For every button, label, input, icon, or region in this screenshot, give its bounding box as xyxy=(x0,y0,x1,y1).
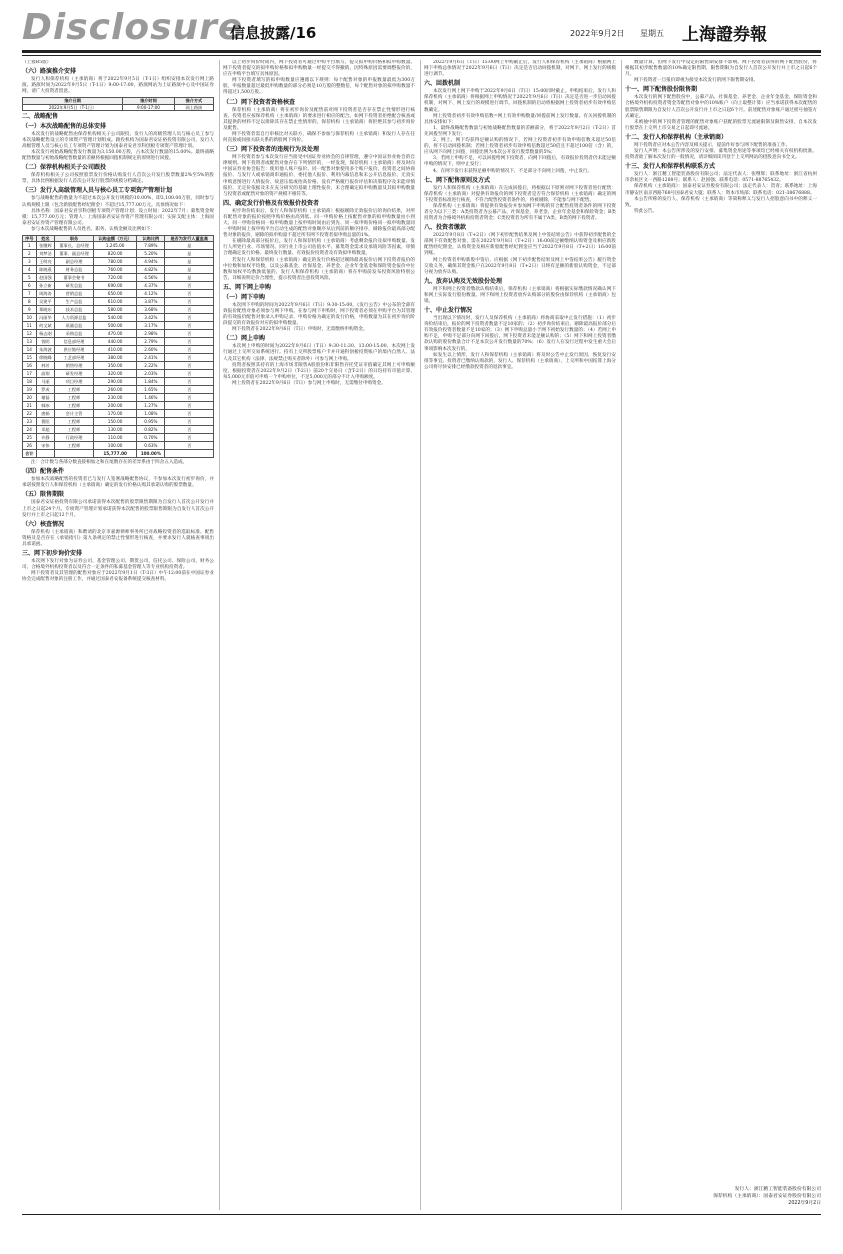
paragraph: 本公告所称的发行人、保荐机构（主承销商）等简称释义与发行人招股意向书中的释义一致。 xyxy=(625,196,817,208)
table-cell: 0.82% xyxy=(137,426,165,434)
paragraph: 2022年9月8日（T+2日）《网下初步配售结果及网上中签结果公告》中获得初步配售的全部网下有效配售对象，需在2022年9月8日（T+2日）16:00前足额缴纳认购资金及相应新股配售经纪佣金，认购资金及相应新股配售经纪佣金应当于2022年9月8日（T+2日）16:00前到账。 xyxy=(424,233,616,257)
table-cell: 1.27% xyxy=(137,402,165,410)
heading-subscription: 五、网下网上申购 xyxy=(223,283,272,291)
table-row xyxy=(23,402,214,410)
paragraph: 本次发行的网下配售股份中，公募产品、社保基金、养老金、企业年金基金、保险资金和合格境外机构投资者资金等配售对象中的10%账户（向上取整计算）应当承诺获得本次配售的股票限售期限为自发行人首次公开发行并上市之日起6个月。前述配售对象账户通过摇号抽签方式确定。 xyxy=(625,95,817,119)
subheading: （一）网下申购 xyxy=(223,293,266,301)
table-cell: 供应链经理 xyxy=(55,346,94,354)
heading-parties: 十二、发行人和保荐机构（主承销商） xyxy=(625,133,728,141)
table-cell: 否 xyxy=(165,410,214,418)
table-cell: 徐晓峰 xyxy=(36,354,55,362)
roadshow-table xyxy=(22,97,214,110)
table-cell: 410.00 xyxy=(93,346,137,354)
table-cell: 3.17% xyxy=(137,322,165,330)
paragraph: 保荐机构（主承销商）将在初步询价及配售前对网下投资者是否存在禁止性情形进行核查，投资者应按保荐机构（主承销商）的要求进行相应的配合。如网下投资者拒绝配合核查或其提供的材料不足以排除其存在禁止性情形的，保荐机构（主承销商）将拒绝其参与初步询价及配售。 xyxy=(223,107,415,131)
table-cell: 许静 xyxy=(36,434,55,442)
paragraph: 投资者按照其持有的上海市场非限售A股股份和非限售存托凭证市值确定其网上可申购额度，根据投资者在2022年9月2日（T-2日）前20个交易日（含T-2日）的日均持有市值计算，每5,000元市值可申购一个申购单位，不足5,000元的部分不计入申购额度。 xyxy=(223,362,415,380)
table-row xyxy=(23,242,214,250)
table-cell: 否 xyxy=(165,346,214,354)
paragraph: 本次网下发行对象为证券公司、基金管理公司、期货公司、信托公司、保险公司、财务公司、合格境外机构投资者以及符合一定条件的私募基金管理人等专业机构投资者。 xyxy=(22,559,214,571)
table-cell: 2.60% xyxy=(137,346,165,354)
table-cell: 8 xyxy=(23,298,37,306)
table-cell: 380.00 xyxy=(93,354,137,362)
issue-date: 2022年9月2日 xyxy=(570,29,625,38)
table-row xyxy=(23,314,214,322)
table-note: 注：合计数与各部分数直接相加之和在尾数存在的差异系由于四舍五入造成。 xyxy=(31,460,188,466)
paragraph: 在剔除最高部分报价后，发行人和保荐机构（主承销商）考虑剩余报价及拟申购数量、发行人所处行业、市场情况、同行业上市公司估值水平、募集资金需求及承销风险等因素，审慎合理确定发行价格、最终发行数量、有效报价投资者及有效拟申购数量。 xyxy=(223,239,415,257)
table-row xyxy=(23,330,214,338)
newspaper-logo: 上海證券報 xyxy=(682,25,767,45)
table-cell: 否 xyxy=(165,370,214,378)
paragraph: 网下和网上投资者缴款认购结束后，保荐机构（主承销商）将根据实际缴款情况确认网下和网上实际发行股份数量。网下和网上投资者放弃认购部分的股份由保荐机构（主承销商）包销。 xyxy=(424,286,616,304)
table-cell: 24 xyxy=(23,426,37,434)
table-cell: 3 xyxy=(23,258,37,266)
brand-wordmark: Disclosure xyxy=(22,7,244,48)
table-cell: 董事、副总经理 xyxy=(55,250,94,258)
table-cell: 朱海波 xyxy=(36,346,55,354)
table-row xyxy=(23,418,214,426)
table-header: 姓名 xyxy=(36,236,55,242)
table-cell: 陈晓燕 xyxy=(36,266,55,274)
table-cell: 否 xyxy=(165,362,214,370)
paragraph: 3、若网上申购不足，可以回拨给网下投资者，向网下回拨后，有效报价投资者仍未能足额申购的情况下，则中止发行； xyxy=(424,156,616,168)
table-header: 认购比例 xyxy=(137,236,165,242)
table-cell: 工程师 xyxy=(55,394,94,402)
table-cell: 财务总监 xyxy=(55,266,94,274)
table-row xyxy=(23,386,214,394)
paragraph: 参加本次战略配售的投资者已与发行人签署战略配售协议，不参加本次发行初步询价，并承诺按照发行人和保荐机构（主承销商）确定的发行价格认购其承诺认购的股票数量。 xyxy=(22,477,214,489)
paragraph: 特此公告。 xyxy=(634,208,657,214)
table-cell: 4.12% xyxy=(137,290,165,298)
paragraph: 本次发行初始战略配售发行数量为3,150.00万股，占本次发行数量的15.00%。最终战略配售数量与初始战略配售数量的差额将根据回拨机制规定的原则进行回拨。 xyxy=(22,150,214,162)
table-cell: 是 xyxy=(165,258,214,266)
heading-suspension: 十、中止发行情况 xyxy=(424,307,473,315)
subheading: （二）网上申购 xyxy=(223,335,266,343)
paragraph: 网下投资者一旦报价即视为接受本次发行的网下限售期安排。 xyxy=(634,78,759,84)
table-cell: 钱明 xyxy=(36,338,55,346)
paragraph: 如发生以上情形，发行人和保荐机构（主承销商）将及时公告中止发行原因、恢复发行安排等事宜。投资者已缴纳认购款的，发行人、保荐机构（主承销商）、上交所和中国结算上海分公司将尽快安排已经缴款投资者的退款事宜。 xyxy=(424,352,616,370)
table-cell: 1 xyxy=(23,242,37,250)
heading-pricing: 四、确定发行价格及有效报价投资者 xyxy=(223,199,320,207)
table-row xyxy=(23,394,214,402)
table-cell: 16 xyxy=(23,362,37,370)
table-cell: 否 xyxy=(165,378,214,386)
table-cell: 15 xyxy=(23,354,37,362)
heading-lockup: 十一、网下配售股份限售期 xyxy=(625,86,698,94)
header-rule-thin xyxy=(22,55,821,56)
paragraph: 网下投资者在2022年9月6日（T日）申购时，无需缴纳申购资金。 xyxy=(232,327,368,333)
subheading: （五）限售期限 xyxy=(22,491,65,499)
allotment-table xyxy=(22,235,214,458)
table-row xyxy=(23,274,214,282)
paragraph: 2022年9月6日（T日）15:00网上申购截止后，发行人和保荐机构（主承销商）根据网上网下申购总体情况于2022年9月6日（T日）决定是否启动回拨机制，对网下、网上发行的规模进行调节。 xyxy=(424,60,616,78)
table-cell: 董事长、总经理 xyxy=(55,242,94,250)
paragraph: 2、网上、网下均获得足额认购的情况下，若网上投资者初步有效申购倍数未超过50倍的，将不启动回拨机制；若网上投资者初步有效申购倍数超过50倍且不超过100倍（含）的，应从网下向网上回拨，回拨比例为本次公开发行股票数量的5%； xyxy=(424,138,616,156)
table-row xyxy=(23,378,214,386)
table-cell: 14 xyxy=(23,346,37,354)
table-cell: 人力资源总监 xyxy=(55,314,94,322)
table-header: 推介日期 xyxy=(23,98,123,104)
table-cell: 2 xyxy=(23,250,37,258)
table-cell: 1.65% xyxy=(137,386,165,394)
paragraph: 保荐机构（主承销商）：国泰君安证券股份有限公司；法定代表人：贺青；联系地址：上海市静安区南京西路768号国泰君安大厦；联系人：资本市场部；联系电话：021-38676888。 xyxy=(625,184,817,196)
table-cell: 260.00 xyxy=(93,386,137,394)
table-row xyxy=(23,346,214,354)
table-cell: 唐娟 xyxy=(36,410,55,418)
heading-strategic: 二、战略配售 xyxy=(22,112,59,120)
paragraph: 网下投资者需自行审核比对关联方，确保不参加与保荐机构（主承销商）和发行人存在任何直接或间接关联关系的新股网下询价。 xyxy=(223,131,415,144)
table-cell: 冯丽华 xyxy=(36,314,55,322)
table-cell: 4 xyxy=(23,266,37,274)
table-cell: 是 xyxy=(165,242,214,250)
table-cell: 会计主管 xyxy=(55,410,94,418)
paragraph: 国泰君安证裕投资有限公司承诺获得本次配售的股票限售期限为自发行人首次公开发行并上市之日起24个月。专项资产管理计划承诺获得本次配售的股票限售期限为自发行人首次公开发行并上市之日起12个月。 xyxy=(22,500,214,518)
table-cell: 760.00 xyxy=(93,266,137,274)
table-cell: 邓超 xyxy=(36,426,55,434)
table-cell: 工程师 xyxy=(55,386,94,394)
paragraph: 当出现以下情况时，发行人及保荐机构（主承销商）将协商采取中止发行措施：（1）初步询价结束后，报价的网下投资者数量不足10家的；（2）初步询价结束后，剔除最高报价部分后有效报价投资者数量不足10家的；（3）网下申购总量小于网下初始发行数量的；（4）若网上申购不足，申购不足部分向网下回拨后，网下投资者未能足额认购的；（5）网下和网上投资者缴款认购的股份数量合计不足本次公开发行数量的70%；（6）发行人在发行过程中发生重大会后事项影响本次发行的。 xyxy=(424,316,616,352)
table-cell: 工程师 xyxy=(55,442,94,450)
paragraph: 保荐机构（主承销商）和聘请的北京市嘉源律师事务所已对战略投资者的选取标准、配售资格及是否存在《承销指引》第九条规定的禁止性情形进行核查，并要求发行人就核查事项出具承诺函。 xyxy=(22,529,214,547)
table-cell: 15,777.00 xyxy=(93,450,137,458)
signature-block xyxy=(656,1186,821,1207)
table-cell: 2.22% xyxy=(137,362,165,370)
table-cell: 网上路演 xyxy=(174,104,213,110)
subheading: （二）网下投资者资格核查 xyxy=(223,98,296,106)
table-cell xyxy=(36,450,55,458)
table-cell: 580.00 xyxy=(93,306,137,314)
table-cell: 130.00 xyxy=(93,426,137,434)
column-3 xyxy=(424,60,616,1210)
heading-payment: 八、投资者缴款 xyxy=(424,224,467,232)
paragraph: 保荐机构相关子公司按照股票发行价格认购发行人首次公开发行股票数量2%至5%的股票，具体比例根据发行人首次公开发行股票的规模分档确定。 xyxy=(22,173,214,185)
table-cell: 820.00 xyxy=(93,250,137,258)
subheading: （三）网下投资者的违规行为及处理 xyxy=(223,146,320,154)
heading-inquiry: 三、网下初步询价安排 xyxy=(22,550,83,558)
table-row xyxy=(23,104,214,110)
table-cell: 2.98% xyxy=(137,330,165,338)
table-cell: 650.00 xyxy=(93,290,137,298)
table-cell: 440.00 xyxy=(93,338,137,346)
continuation-note: （上接B5版） xyxy=(22,60,52,65)
table-cell: 王明亮 xyxy=(36,258,55,266)
paragraph: 网下投资者及其管理的配售对象应于2022年9月1日（T-3日）中午12:00前在中国证券业协会完成配售对象的注册工作，并通过国泰君安报备系统提交核查材料。 xyxy=(22,571,214,583)
table-cell: 9 xyxy=(23,306,37,314)
header-rule xyxy=(22,50,821,53)
table-cell: 3.87% xyxy=(137,298,165,306)
table-cell: 工程师 xyxy=(55,426,94,434)
heading-roadshow: （六）路演推介安排 xyxy=(22,68,77,76)
paragraph: 网上投资者申购新股中签后，应根据《网下初步配售结果及网上中签结果公告》履行资金交收义务，确保其资金账户在2022年9月8日（T+2日）日终有足额的新股认购资金，不足部分视为放弃认购。 xyxy=(424,257,616,275)
table-cell: 470.00 xyxy=(93,330,137,338)
table-cell: 技术总监 xyxy=(55,306,94,314)
table-cell: 720.00 xyxy=(93,274,137,282)
table-cell: 2022年9月5日（T-1日） xyxy=(23,104,123,110)
table-cell: 采购总监 xyxy=(55,330,94,338)
table-cell: 5.20% xyxy=(137,250,165,258)
paragraph: 未被抽中的网下投资者管理的配售对象账户获配的股票无流通限制及限售安排，自本次发行股票在上交所上市交易之日起即可流通。 xyxy=(625,119,817,131)
table-cell: 林芳 xyxy=(36,362,55,370)
paragraph: 具体名称：国泰君安君享科创板专项资产管理计划；设立时间：2022年7月；募集资金规模：15,777.00万元；管理人：上海国泰君安证券资产管理有限公司；实际支配主体：上海国泰君安证券资产管理有限公司。 xyxy=(22,208,214,226)
subheading: （四）配售条件 xyxy=(22,468,65,476)
table-cell: 谢磊 xyxy=(36,394,55,402)
table-cell: 11 xyxy=(23,322,37,330)
table-cell: 质量总监 xyxy=(55,322,94,330)
paragraph: 本次发行的战略配售由保荐机构相关子公司跟投、发行人的高级管理人员与核心员工参与本次战略配售设立的专项资产管理计划组成。跟投机构为国泰君安证裕投资有限公司，发行人高级管理人员与核心员工专项资产管理计划为国泰君安君享科创板专项资产管理计划。 xyxy=(22,131,214,149)
table-cell: 杨志刚 xyxy=(36,330,55,338)
table-cell: 刘梦洁 xyxy=(36,250,55,258)
table-cell: 否 xyxy=(165,354,214,362)
column-divider xyxy=(621,60,622,1210)
section-title: 信息披露/16 xyxy=(230,24,317,42)
table-cell: 否 xyxy=(165,434,214,442)
issue-weekday: 星期五 xyxy=(640,29,664,38)
table-cell: 是 xyxy=(165,266,214,274)
table-total-row xyxy=(23,450,214,458)
paragraph: 网下投资者填写的拟申购数量应遵循以下规则：每个配售对象的申报数量最低为300万股，申报数量超过最低申购数量的部分必须是10万股的整数倍，每个配售对象的拟申购数量不得超过1,500万股。 xyxy=(223,78,415,96)
table-row xyxy=(23,426,214,434)
column-2 xyxy=(223,60,415,1210)
table-cell: 1.46% xyxy=(137,394,165,402)
table-cell: 3.42% xyxy=(137,314,165,322)
paragraph: 参与本次战略配售的人员姓名、职务、认购金额及比例如下： xyxy=(31,226,156,232)
table-cell: 2.41% xyxy=(137,354,165,362)
column-1 xyxy=(22,60,214,1210)
paragraph: 发行人和保荐机构（主承销商）将于2022年9月5日（T-1日）组织安排本次发行网上路演。路演时间为2022年9月5日（T-1日）9:00-17:00，路演网站为上证路演中心及中国证券网，请广大投资者留意。 xyxy=(22,77,214,95)
table-cell: 4.82% xyxy=(137,266,165,274)
table-cell: 项目经理 xyxy=(55,378,94,386)
table-cell: 否 xyxy=(165,282,214,290)
table-cell: 宋伟 xyxy=(36,442,55,450)
table-cell: 0.63% xyxy=(137,442,165,450)
table-cell: 否 xyxy=(165,322,214,330)
paragraph: 发行人和保荐机构（主承销商）在完成回拨后，将根据以下原则对网下投资者进行配售：保荐机构（主承销商）对提供有效报价的网下投资者是否符合保荐机构（主承销商）确定的网下投资者标准进行核查，不符合配售投资者条件的，将被剔除，不能参与网下配售。 xyxy=(424,185,616,203)
table-cell: 0.95% xyxy=(137,418,165,426)
table-header: 是否为发行人董监高 xyxy=(165,236,214,242)
table-cell: 张继辉 xyxy=(36,242,55,250)
announcement-date: 2022年9月2日 xyxy=(788,1201,821,1206)
table-cell: 否 xyxy=(165,418,214,426)
table-cell: 何文斌 xyxy=(36,322,55,330)
column-divider xyxy=(420,60,421,1210)
subheading: （六）核查情况 xyxy=(22,520,65,528)
table-cell: 是 xyxy=(165,250,214,258)
paragraph: 保荐机构（主承销商）将提供有效报价并参加网下申购的符合配售投资者条件的网下投资者分为以下三类：A类投资者为公募产品、社保基金、养老金、企业年金基金和保险资金；B类投资者为合格境外机构投资者资金；C类投资者为所有不属于A类、B类的网下投资者。 xyxy=(424,203,616,222)
table-cell: 2.03% xyxy=(137,370,165,378)
table-cell: 20 xyxy=(23,394,37,402)
heading-forfeit: 九、放弃认购及无效股份处理 xyxy=(424,277,503,285)
table-cell xyxy=(165,450,214,458)
table-cell: 行政经理 xyxy=(55,434,94,442)
table-cell: 25 xyxy=(23,434,37,442)
subheading: （二）保荐机构相关子公司跟投 xyxy=(22,164,107,172)
issuer-name: 发行人：浙江精工智能装备股份有限公司 xyxy=(734,1187,821,1192)
table-cell: 230.00 xyxy=(93,394,137,402)
table-cell: 690.00 xyxy=(93,282,137,290)
table-cell: 4.94% xyxy=(137,258,165,266)
table-cell: 马丽 xyxy=(36,378,55,386)
paragraph: 参与战略配售的数量为不超过本次公开发行规模的10.00%，即2,100.00万股，同时参与认购规模上限（包含新股配售经纪佣金）不超过15,777.00万元。具体情况如下： xyxy=(22,196,214,208)
table-row xyxy=(23,282,214,290)
table-cell: 290.00 xyxy=(93,378,137,386)
table-cell: 0.70% xyxy=(137,434,165,442)
table-cell: 9:00-17:00 xyxy=(123,104,175,110)
table-cell: 23 xyxy=(23,418,37,426)
table-cell: 否 xyxy=(165,306,214,314)
table-row xyxy=(23,338,214,346)
table-row xyxy=(23,266,214,274)
table-row xyxy=(23,258,214,266)
heading-clawback: 六、回拨机制 xyxy=(424,80,461,88)
table-cell: 7 xyxy=(23,290,37,298)
table-header: 职务 xyxy=(55,236,94,242)
table-row xyxy=(23,442,214,450)
table-row xyxy=(23,370,214,378)
table-cell: 曹阳 xyxy=(36,418,55,426)
table-cell: 320.00 xyxy=(93,370,137,378)
table-cell: 孙立新 xyxy=(36,282,55,290)
table-cell: 工程师 xyxy=(55,418,94,426)
table-row xyxy=(23,298,214,306)
table-cell: 5 xyxy=(23,274,37,282)
masthead xyxy=(22,8,821,48)
table-cell: 10 xyxy=(23,314,37,322)
table-cell: 副总经理 xyxy=(55,258,94,266)
table-row xyxy=(23,434,214,442)
table-cell: 吴建平 xyxy=(36,298,55,306)
table-cell: 罗成 xyxy=(36,386,55,394)
table-cell: 郑晓东 xyxy=(36,306,55,314)
table-cell: 2.79% xyxy=(137,338,165,346)
table-cell: 否 xyxy=(165,338,214,346)
table-cell: 7.89% xyxy=(137,242,165,250)
table-cell: 否 xyxy=(165,442,214,450)
table-row xyxy=(23,306,214,314)
table-cell: 100.00% xyxy=(137,450,165,458)
table-cell: 否 xyxy=(165,394,214,402)
heading-allocation: 七、网下配售原则及方式 xyxy=(424,176,491,184)
table-cell: 1.08% xyxy=(137,410,165,418)
table-cell: 销售经理 xyxy=(55,362,94,370)
paragraph: 初步询价结束后，发行人和保荐机构（主承销商）根据剔除无效报价后的询价结果，对所有配售对象的报价按照申购价格由高到低、同一申购价格上按配售对象的拟申购数量由小到大、同一申购价格同一拟申购数量上按申购时间由后到先、同一拟申购价格同一拟申购数量同一申购时间上按申购平台自动生成的配售对象顺序从后到前的顺序排序，剔除报价最高部分配售对象的报价，剔除的拟申购量不超过所有网下投资者拟申购总量的1%。 xyxy=(223,208,415,239)
table-cell: 否 xyxy=(165,298,214,306)
table-header: 序号 xyxy=(23,236,37,242)
table-cell: 董事会秘书 xyxy=(55,274,94,282)
paragraph: 网下投资者应对本公告内容及相关提示，提前作好参与网下配售的准备工作。 xyxy=(634,142,791,148)
table-cell: 1.84% xyxy=(137,378,165,386)
table-cell: 150.00 xyxy=(93,418,137,426)
paragraph: 1、最终战略配售数量与初始战略配售数量的差额部分，将于2022年9月2日（T-2日）首先回拨至网下发行； xyxy=(424,125,616,137)
table-cell: 合计 xyxy=(23,450,37,458)
heading-contacts: 十三、发行人和保荐机构联系方式 xyxy=(625,163,716,171)
table-row xyxy=(23,250,214,258)
table-cell: 170.00 xyxy=(93,410,137,418)
table-cell: 19 xyxy=(23,386,37,394)
table-cell xyxy=(55,450,94,458)
column-divider xyxy=(219,60,220,1210)
paragraph: 以上初步询价时间内，网下投资者可通过申购平台填写、提交拟申购价格和拟申购数量。网下投资者提交的拟申购价格和拟申购数量一经提交不得撤销，因特殊原因需要调整报价的，应在申购平台填写具体原因。 xyxy=(223,60,415,78)
paragraph: 发行人：浙江精工智能装备股份有限公司；法定代表人：张继辉；联系地址：浙江省杭州市余杭区文一西路1288号；联系人：赵国强；联系电话：0571-88765432。 xyxy=(625,172,817,184)
table-cell: 工程师 xyxy=(55,402,94,410)
table-cell: 赵国强 xyxy=(36,274,55,282)
paragraph: 若发行人和保荐机构（主承销商）确定的发行价格超过剔除最高报价后网下投资者报价的中位数和加权平均数，以及公募基金、社保基金、养老金、企业年金基金和保险资金报价中位数和加权平均数孰低值的，发行人和保荐机构（主承销商）将在申购前发布投资风险特别公告，详细说明定价合理性，提示投资者注意投资风险。 xyxy=(223,257,415,281)
table-cell: 610.00 xyxy=(93,298,137,306)
table-cell: 否 xyxy=(165,386,214,394)
table-cell: 研发经理 xyxy=(55,370,94,378)
table-cell: 500.00 xyxy=(93,322,137,330)
table-cell: 信息部经理 xyxy=(55,338,94,346)
table-cell: 否 xyxy=(165,290,214,298)
subheading: （一）本次战略配售的总体安排 xyxy=(22,122,107,130)
table-cell: 17 xyxy=(23,370,37,378)
paragraph: 网上投资者初步有效申购倍数=网上有效申购数量/回拨前网上发行数量。有关回拨机制的具体安排如下： xyxy=(424,113,616,125)
table-cell: 6 xyxy=(23,282,37,290)
paragraph: 数量计算，但网下发行中设定的限售期安排不影响。网下投资者获得的网下配售股份，将根据其初步配售数量的10%确定限售期，限售期限为自发行人首次公开发行并上市之日起6个月。 xyxy=(625,60,817,78)
paragraph: 网下投资者参与本次发行应当接受中国证券业协会的自律管理，遵守中国证券业协会的自律规则。网下投资者或配售对象存在下列情形的，一经发现，保荐机构（主承销商）将及时向中国证券业协会报告：使用他人账户报价、同一配售对象使用多个账户报价、投资者之间协商报价、与发行人或承销商串通报价、委托他人报价、利用内幕信息和未公开信息报价、无真实申购意图进行人情报价、故意压低或抬高价格、没有严格履行报价评估和决策程序及未能审慎报价、无定价依据及未在充分研究的基础上理性报价、未合理确定拟申购数量及其拟申购数量与投资者或配售对象的资产规模不相符等。 xyxy=(223,155,415,197)
table-cell: 否 xyxy=(165,330,214,338)
table-row xyxy=(23,290,214,298)
table-cell: 否 xyxy=(165,402,214,410)
paragraph: 本次发行网上网下申购于2022年9月6日（T日）15:00同时截止。申购结束后，发行人和保荐机构（主承销商）将根据网上申购情况于2022年9月6日（T日）决定是否进一步启动回拨机制，对网下、网上发行的规模进行调节。回拨机制的启动将根据网上投资者初步有效申购倍数确定。 xyxy=(424,89,616,113)
table-cell: 韩冰 xyxy=(36,402,55,410)
table-cell: 工艺部经理 xyxy=(55,354,94,362)
table-cell: 100.00 xyxy=(93,442,137,450)
table-cell: 780.00 xyxy=(93,258,137,266)
table-cell: 12 xyxy=(23,330,37,338)
table-row xyxy=(23,362,214,370)
footer-rule xyxy=(22,1214,821,1215)
table-cell: 是 xyxy=(165,274,214,282)
table-cell: 110.00 xyxy=(93,434,137,442)
subheading: （三）发行人高级管理人员与核心员工专项资产管理计划 xyxy=(22,187,173,195)
table-cell: 生产总监 xyxy=(55,298,94,306)
table-cell: 营销总监 xyxy=(55,290,94,298)
table-cell: 研发总监 xyxy=(55,282,94,290)
paragraph: 发行人声明：本公告所涉及的发行安排、募集资金用途等事项均已经相关有权机构批准。投资者欲了解本次发行的一般情况，请详细阅读刊登于上交所网站的招股意向书全文。 xyxy=(625,149,817,161)
table-cell: 周海涛 xyxy=(36,290,55,298)
table-cell: 4.37% xyxy=(137,282,165,290)
table-cell: 否 xyxy=(165,314,214,322)
paragraph: 网上投资者在2022年9月6日（T日）参与网上申购时，无需缴付申购资金。 xyxy=(232,380,386,386)
table-cell: 3.68% xyxy=(137,306,165,314)
table-header: 推介方式 xyxy=(174,98,213,104)
column-4 xyxy=(625,60,817,1210)
table-header: 认购金额（万元） xyxy=(93,236,137,242)
table-cell: 21 xyxy=(23,402,37,410)
table-cell: 1,245.00 xyxy=(93,242,137,250)
table-cell: 否 xyxy=(165,426,214,434)
table-header: 推介时间 xyxy=(123,98,175,104)
table-cell: 22 xyxy=(23,410,37,418)
table-cell: 540.00 xyxy=(93,314,137,322)
paragraph: 本次网上申购的时间为2022年9月6日（T日）9:30-11:30、13:00-15:00。本次网上发行通过上交所交易系统进行。持有上交所股票账户卡并开通科创板投资账户的境内自然人、法人及其它机构（法律、法规禁止购买者除外）可参与网上申购。 xyxy=(223,344,415,362)
table-cell: 26 xyxy=(23,442,37,450)
sponsor-name: 保荐机构（主承销商）：国泰君安证券股份有限公司 xyxy=(713,1194,821,1199)
table-cell: 18 xyxy=(23,378,37,386)
table-row xyxy=(23,410,214,418)
table-cell: 13 xyxy=(23,338,37,346)
paragraph: 本次网下申购的时间为2022年9月6日（T日）9:30-15:00。《发行公告》中公布的全部有效报价配售对象必须参与网下申购。在参与网下申购时，网下投资者必须在申购平台为其管理的有效报价配售对象录入申购记录，申购价格为确定的发行价格，申购数量为其在初步询价阶段提交的有效报价对应的拟申购数量。 xyxy=(223,302,415,327)
table-cell: 4.56% xyxy=(137,274,165,282)
table-cell: 200.00 xyxy=(93,402,137,410)
table-cell: 350.00 xyxy=(93,362,137,370)
table-row xyxy=(23,322,214,330)
paragraph: 4、在网下发行未获得足额申购的情况下，不足部分不向网上回拨，中止发行。 xyxy=(433,168,593,174)
table-row xyxy=(23,354,214,362)
table-cell: 高翔 xyxy=(36,370,55,378)
